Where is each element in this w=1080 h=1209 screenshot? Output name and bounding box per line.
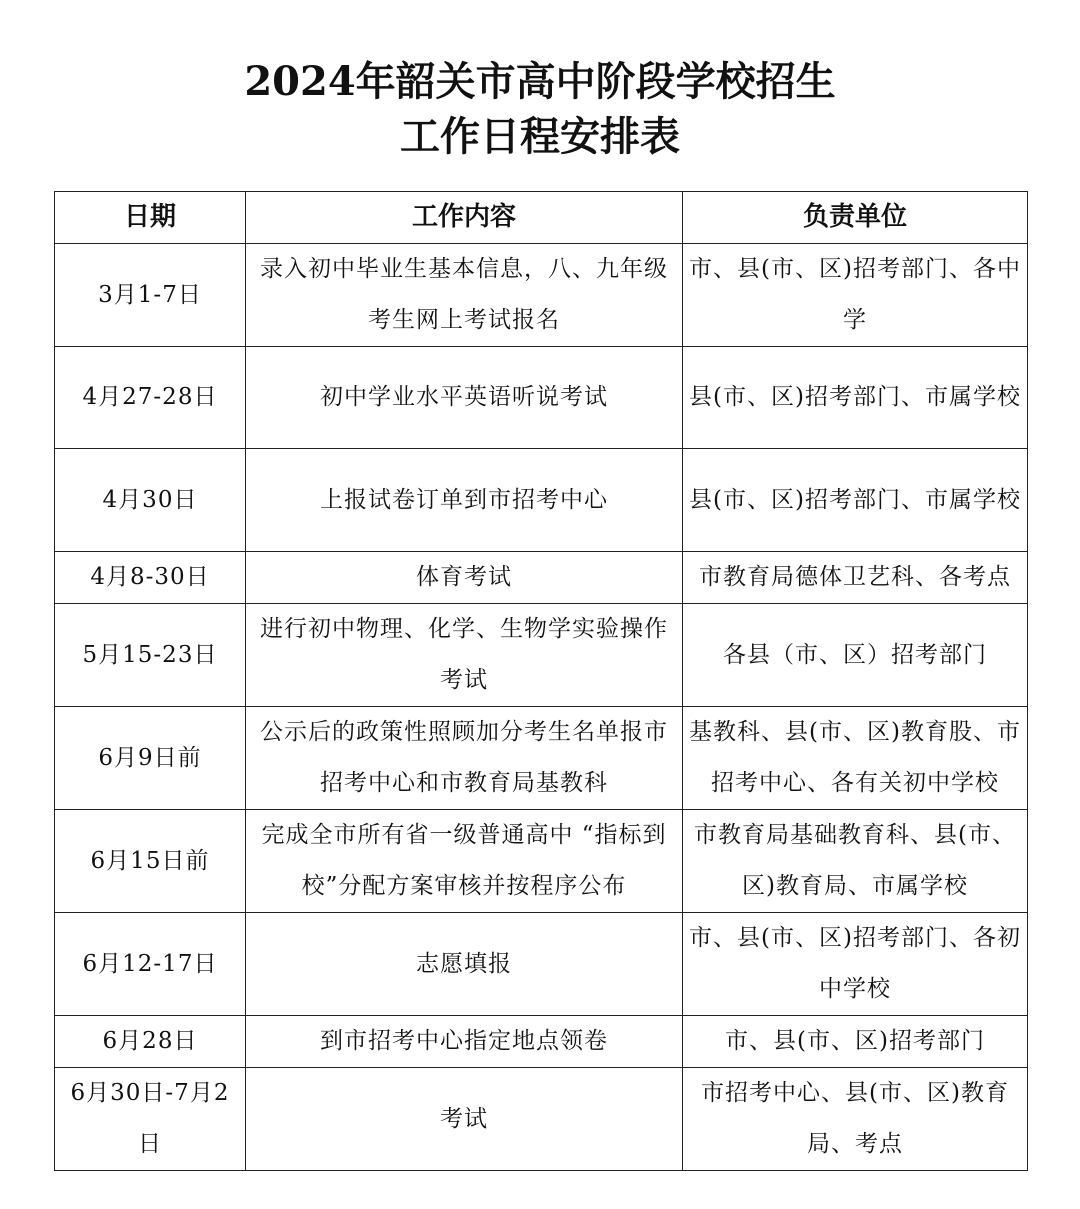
date-cell: 4月30日 bbox=[55, 449, 246, 552]
date-cell: 5月15-23日 bbox=[55, 604, 246, 707]
content-cell: 录入初中毕业生基本信息，八、九年级考生网上考试报名 bbox=[246, 244, 683, 347]
unit-cell: 市、县(市、区)招考部门、各初中学校 bbox=[683, 913, 1028, 1016]
table-row bbox=[55, 244, 1028, 347]
unit-cell: 市、县(市、区)招考部门 bbox=[683, 1016, 1028, 1068]
content-cell: 到市招考中心指定地点领卷 bbox=[246, 1016, 683, 1068]
title-line-1: 2024年韶关市高中阶段学校招生 bbox=[244, 58, 836, 105]
date-cell: 4月8-30日 bbox=[55, 552, 246, 604]
unit-cell: 市教育局德体卫艺科、各考点 bbox=[683, 552, 1028, 604]
document-title bbox=[0, 54, 1080, 164]
date-cell: 6月9日前 bbox=[55, 707, 246, 810]
header-unit: 负责单位 bbox=[683, 192, 1028, 244]
header-date: 日期 bbox=[55, 192, 246, 244]
table-row bbox=[55, 810, 1028, 913]
content-cell: 体育考试 bbox=[246, 552, 683, 604]
table-row bbox=[55, 707, 1028, 810]
table-row bbox=[55, 604, 1028, 707]
content-cell: 完成全市所有省一级普通高中 “指标到校”分配方案审核并按程序公布 bbox=[246, 810, 683, 913]
table-row bbox=[55, 552, 1028, 604]
header-content: 工作内容 bbox=[246, 192, 683, 244]
unit-cell: 市、县(市、区)招考部门、各中学 bbox=[683, 244, 1028, 347]
content-cell: 公示后的政策性照顾加分考生名单报市招考中心和市教育局基教科 bbox=[246, 707, 683, 810]
title-line-2: 工作日程安排表 bbox=[400, 113, 680, 160]
unit-cell: 县(市、区)招考部门、市属学校 bbox=[683, 449, 1028, 552]
unit-cell: 市招考中心、县(市、区)教育局、考点 bbox=[683, 1068, 1028, 1171]
content-cell: 初中学业水平英语听说考试 bbox=[246, 347, 683, 449]
date-cell: 6月28日 bbox=[55, 1016, 246, 1068]
table-row bbox=[55, 913, 1028, 1016]
date-cell: 4月27-28日 bbox=[55, 347, 246, 449]
content-cell: 志愿填报 bbox=[246, 913, 683, 1016]
date-cell: 3月1-7日 bbox=[55, 244, 246, 347]
table-row bbox=[55, 347, 1028, 449]
date-cell: 6月15日前 bbox=[55, 810, 246, 913]
table-row bbox=[55, 1016, 1028, 1068]
date-cell: 6月30日-7月2日 bbox=[55, 1068, 246, 1171]
unit-cell: 市教育局基础教育科、县(市、区)教育局、市属学校 bbox=[683, 810, 1028, 913]
table-row bbox=[55, 449, 1028, 552]
content-cell: 考试 bbox=[246, 1068, 683, 1171]
table-row bbox=[55, 1068, 1028, 1171]
date-cell: 6月12-17日 bbox=[55, 913, 246, 1016]
schedule-table bbox=[54, 191, 1028, 1171]
unit-cell: 县(市、区)招考部门、市属学校 bbox=[683, 347, 1028, 449]
header-row bbox=[55, 192, 1028, 244]
content-cell: 进行初中物理、化学、生物学实验操作考试 bbox=[246, 604, 683, 707]
content-cell: 上报试卷订单到市招考中心 bbox=[246, 449, 683, 552]
unit-cell: 各县（市、区）招考部门 bbox=[683, 604, 1028, 707]
unit-cell: 基教科、县(市、区)教育股、市招考中心、各有关初中学校 bbox=[683, 707, 1028, 810]
